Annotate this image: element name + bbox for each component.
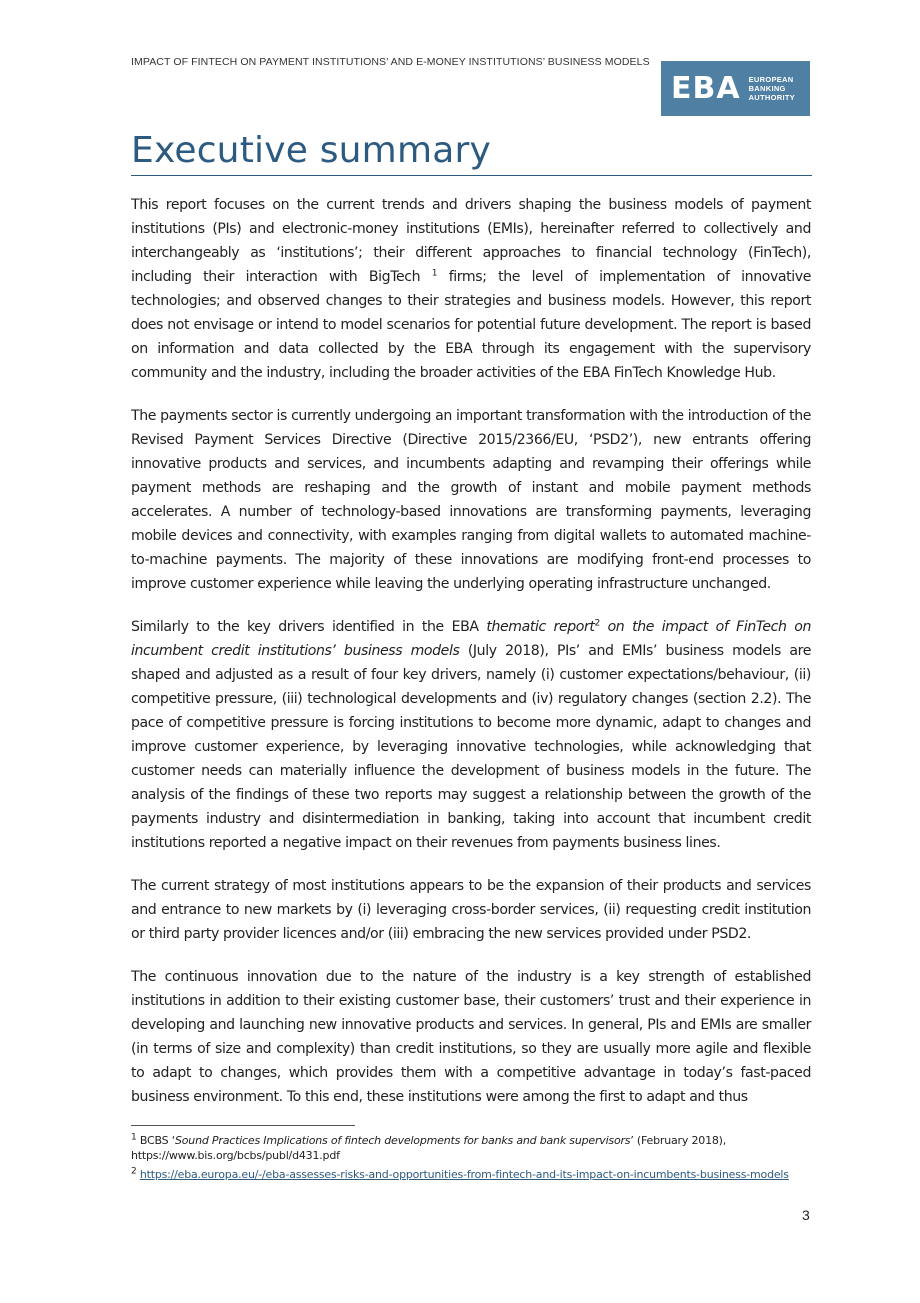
paragraph-2: The payments sector is currently undergoing an important transformation with the introduction of the Revised Payment Services Directive (Directive 2015/2366/EU, ‘PSD2’), new entrants offering innovative products and services, and incumbents adapting and revamping their offerings while payment methods are reshaping and the growth of instant and mobile payment methods accelerates. A number of technology-based innovations are transforming payments, leveraging mobile devices and connectivity, with examples ranging from digital wallets to automated machine-to-machine payments. The majority of these innovations are modifying front-end processes to improve customer experience while leaving the underlying operating infrastructure unchanged. [131, 408, 811, 592]
footnote-2 [131, 1167, 811, 1182]
logo-line-1: EUROPEAN [748, 75, 794, 84]
footnote-2-link[interactable]: https://eba.europa.eu/-/eba-assesses-risks-and-opportunities-from-fintech-and-its-impact-on-incumbents-business-models [139, 1168, 789, 1181]
footnote-2-number: 2 [131, 1166, 137, 1177]
paragraph-1 [131, 193, 811, 385]
body-text [131, 193, 811, 1128]
page-number: 3 [802, 1207, 810, 1223]
paragraph-4: The current strategy of most institutions appears to be the expansion of their products and services and entrance to new markets by (i) leveraging cross-border services, (ii) requesting credit institution or third party provider licences and/or (iii) embracing the new services provided under PSD2. [131, 878, 811, 942]
paragraph-3 [131, 615, 811, 855]
footnote-1-post: ’ (February 2018), https://www.bis.org/bcbs/publ/d431.pdf [131, 1134, 727, 1162]
logo-line-3: AUTHORITY [748, 93, 796, 102]
title-underline [131, 175, 812, 176]
p3-text-a: Similarly to the key drivers identified in the EBA [131, 619, 487, 635]
p1-text-a: This report focuses on the current trends and drivers shaping the business models of payment institutions (PIs) and electronic-money institutions (EMIs), hereinafter referred to collectively and interchangeably as ‘institutions’; their different approaches to financial technology (FinTech), including their interaction with BigTech [131, 197, 811, 285]
p3-text-b: (July 2018), PIs’ and EMIs’ business models are shaped and adjusted as a result of four key drivers, namely (i) customer expectations/behaviour, (ii) competitive pressure, (iii) technological developments and (iv) regulatory changes (section 2.2). The pace of competitive pressure is forcing institutions to become more dynamic, adapt to changes and improve customer experience, by leveraging innovative technologies, while acknowledging that customer needs can materially influence the development of business models in the future. The analysis of the findings of these two reports may suggest a relationship between the growth of the payments industry and disintermediation in banking, taking into account that incumbent credit institutions reported a negative impact on their revenues from payments business lines. [131, 643, 811, 851]
logo-text [749, 75, 795, 102]
logo-line-2: BANKING [748, 84, 786, 93]
footnote-separator [131, 1125, 355, 1126]
p3-emphasis-2: on the impact of FinTech on incumbent credit institutions’ business models [131, 619, 811, 659]
p1-text-b: firms; the level of implementation of innovative technologies; and observed changes to their strategies and business models. However, this report does not envisage or intend to model scenarios for potential future development. The report is based on information and data collected by the EBA through its engagement with the supervisory community and the industry, including the broader activities of the EBA FinTech Knowledge Hub. [131, 269, 811, 381]
page-title: Executive summary [131, 130, 491, 171]
footnote-1 [131, 1133, 811, 1163]
footnote-ref-2[interactable]: 2 [594, 618, 600, 629]
p3-emphasis-1: thematic report [486, 619, 595, 635]
footnote-1-number: 1 [131, 1132, 137, 1143]
eba-logo [661, 61, 810, 116]
footnote-1-pre: BCBS ‘ [136, 1134, 175, 1147]
footnote-1-title: Sound Practices Implications of fintech developments for banks and bank supervisors [175, 1134, 631, 1147]
running-header: IMPACT OF FINTECH ON PAYMENT INSTITUTIONS’ AND E-MONEY INSTITUTIONS’ BUSINESS MODELS [131, 56, 650, 68]
paragraph-5: The continuous innovation due to the nature of the industry is a key strength of established institutions in addition to their existing customer base, their customers’ trust and their experience in developing and launching new innovative products and services. In general, PIs and EMIs are smaller (in terms of size and complexity) than credit institutions, so they are usually more agile and flexible to adapt to changes, which provides them with a competitive advantage in today’s fast-paced business environment. To this end, these institutions were among the first to adapt and thus [131, 969, 811, 1105]
logo-mark: EBA [671, 71, 741, 106]
footnote-ref-1[interactable]: 1 [431, 268, 438, 279]
footnotes [131, 1133, 811, 1186]
